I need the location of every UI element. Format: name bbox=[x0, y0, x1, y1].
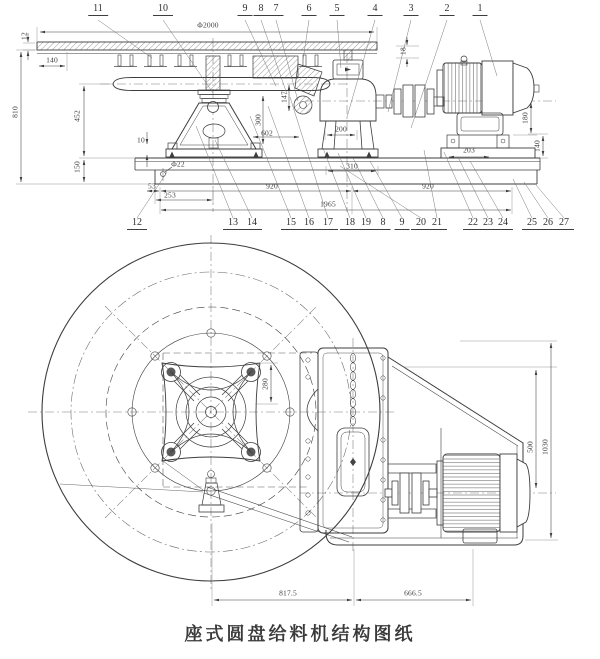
dimension-label: 920 bbox=[266, 181, 278, 191]
part-callout: 9 bbox=[395, 218, 410, 230]
motor-plan bbox=[385, 454, 530, 543]
coupling bbox=[386, 85, 444, 117]
dimension-label: 150 bbox=[72, 161, 82, 173]
part-callout: 27 bbox=[554, 218, 574, 230]
part-callout: 26 bbox=[538, 218, 558, 230]
part-callout: 8 bbox=[376, 218, 391, 230]
dimension-label: 602 bbox=[261, 128, 273, 138]
part-callout: 9 bbox=[238, 4, 253, 16]
part-callout: 4 bbox=[368, 4, 383, 16]
dimension-label: 12 bbox=[19, 32, 29, 40]
dimension-label: 666.5 bbox=[404, 588, 422, 598]
dimension-label: 817.5 bbox=[279, 588, 297, 598]
part-callout: 8 bbox=[254, 4, 269, 16]
part-callout: 21 bbox=[427, 218, 447, 230]
dimension-label: 200 bbox=[335, 124, 347, 134]
part-callout: 14 bbox=[242, 218, 262, 230]
dimension-label: 203 bbox=[463, 145, 475, 155]
part-callout: 1 bbox=[473, 4, 488, 16]
part-callout: 15 bbox=[281, 218, 301, 230]
gearbox bbox=[318, 50, 384, 158]
center-foot bbox=[60, 461, 352, 542]
dimension-label: 920 bbox=[422, 181, 434, 191]
dimension-label: 253 bbox=[164, 190, 176, 200]
dimension-label: 1030 bbox=[540, 439, 550, 455]
part-callout: 17 bbox=[318, 218, 338, 230]
elevation-extension-lines bbox=[16, 27, 548, 214]
part-callout: 18 bbox=[340, 218, 360, 230]
part-callout: 7 bbox=[269, 4, 284, 16]
part-callout: 25 bbox=[522, 218, 542, 230]
dimension-label: 180 bbox=[520, 112, 530, 124]
part-callout: 24 bbox=[493, 218, 513, 230]
dimension-label: 500 bbox=[525, 441, 535, 453]
part-callout: 10 bbox=[153, 4, 173, 16]
part-callout: 19 bbox=[356, 218, 376, 230]
dimension-label: 140 bbox=[46, 55, 58, 65]
part-callout: 22 bbox=[463, 218, 483, 230]
part-callout: 5 bbox=[330, 4, 345, 16]
dimension-label: 452 bbox=[72, 110, 82, 122]
plan-centerlines bbox=[28, 235, 556, 590]
dimension-label: 310 bbox=[346, 161, 358, 171]
dimension-label: Φ2000 bbox=[197, 20, 219, 30]
part-callout: 2 bbox=[440, 4, 455, 16]
dimension-label: 1965 bbox=[320, 199, 336, 209]
dimension-label: 280 bbox=[260, 378, 270, 390]
dimension-label: 810 bbox=[10, 106, 20, 118]
drawing-title: 座式圆盘给料机结构图纸 bbox=[184, 624, 416, 644]
part-callout: 16 bbox=[299, 218, 319, 230]
dimension-label: 10 bbox=[137, 135, 145, 145]
dimension-label: 53 bbox=[148, 181, 156, 191]
part-callout: 12 bbox=[127, 218, 147, 230]
dimension-label: 300 bbox=[253, 114, 263, 126]
part-callout: 11 bbox=[88, 4, 108, 16]
part-callout: 13 bbox=[223, 218, 243, 230]
part-callout: 3 bbox=[404, 4, 419, 16]
motor bbox=[437, 56, 539, 158]
part-callout: 20 bbox=[411, 218, 431, 230]
gearbox-plan bbox=[300, 348, 388, 533]
part-callout: 6 bbox=[302, 4, 317, 16]
part-callout: 23 bbox=[478, 218, 498, 230]
dimension-label: 18 bbox=[398, 47, 408, 55]
dimension-label: Φ22 bbox=[171, 159, 185, 169]
dimension-label: 147 bbox=[279, 91, 289, 103]
disc-table bbox=[37, 42, 377, 54]
rotating-plate-hub bbox=[113, 56, 330, 114]
dimension-label: 140 bbox=[532, 140, 542, 152]
